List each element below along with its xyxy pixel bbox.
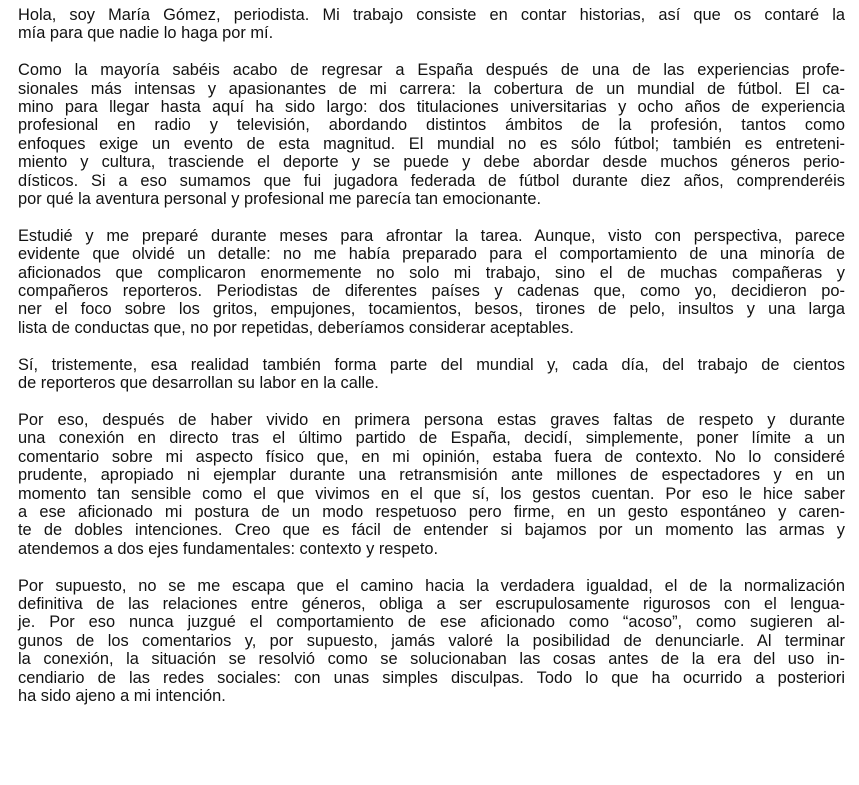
text-line: momento tan sensible como el que vivimos en el que sí, los gestos cuentan. Por eso le hice saber bbox=[18, 484, 845, 503]
text-line: Como la mayoría sabéis acabo de regresar a España después de una de las experiencias profe- bbox=[18, 61, 845, 80]
text-line: prudente, apropiado ni ejemplar durante una retransmisión ante millones de espectadores y en un bbox=[18, 466, 845, 485]
text-line: comentario sobre mi aspecto físico que, en mi opinión, estaba fuera de contexto. No lo consideré bbox=[18, 447, 845, 466]
text-line: gunos de los comentarios y, por supuesto, jamás valoré la posibilidad de denunciarle. Al terminar bbox=[18, 631, 845, 650]
text-line: sionales más intensas y apasionantes de mi carrera: la cobertura de un mundial de fútbol. El ca- bbox=[18, 79, 845, 98]
paragraph-6 bbox=[18, 577, 845, 706]
text-line: Por supuesto, no se me escapa que el camino hacia la verdadera igualdad, el de la normalización bbox=[18, 576, 845, 595]
text-line: Estudié y me preparé durante meses para afrontar la tarea. Aunque, visto con perspectiva, parece bbox=[18, 226, 845, 245]
text-line: de reporteros que desarrollan su labor en la calle. bbox=[18, 374, 379, 393]
paragraph-1 bbox=[18, 6, 845, 43]
text-line: evidente que olvidé un detalle: no me había preparado para el comportamiento de una minoría de bbox=[18, 245, 845, 264]
text-line: Hola, soy María Gómez, periodista. Mi trabajo consiste en contar historias, así que os contaré la bbox=[18, 6, 845, 24]
text-line: ner el foco sobre los gritos, empujones, tocamientos, besos, tirones de pelo, insultos y una larga bbox=[18, 300, 845, 319]
text-line: lista de conductas que, no por repetidas, deberíamos considerar aceptables. bbox=[18, 318, 574, 337]
text-line: profesional en radio y televisión, abordando distintos ámbitos de la profesión, tantos como bbox=[18, 116, 845, 135]
text-line: ha sido ajeno a mi intención. bbox=[18, 686, 226, 705]
paragraph-4 bbox=[18, 356, 845, 393]
text-line: por qué la aventura personal y profesional me parecía tan emocionante. bbox=[18, 190, 542, 209]
paragraph-2 bbox=[18, 61, 845, 208]
paragraph-5 bbox=[18, 411, 845, 558]
text-line: enfoques exige un evento de esta magnitud. El mundial no es sólo fútbol; también es entreteni- bbox=[18, 134, 845, 153]
text-line: te de dobles intenciones. Creo que es fácil de entender si bajamos por un momento las armas y bbox=[18, 521, 845, 540]
text-line: mino para llegar hasta aquí ha sido largo: dos titulaciones universitarias y ocho años de experiencia bbox=[18, 98, 845, 117]
text-line: miento y cultura, trasciende el deporte y se puede y debe abordar desde muchos géneros perio- bbox=[18, 153, 845, 172]
text-line: una conexión en directo tras el último partido de España, decidí, simplemente, poner límite a un bbox=[18, 429, 845, 448]
text-line: la conexión, la situación se resolvió como se solucionaban las cosas antes de la era del uso in- bbox=[18, 650, 845, 669]
text-line: definitiva de las relaciones entre géneros, obliga a ser escrupulosamente rigurosos con el lengua- bbox=[18, 594, 845, 613]
text-line: je. Por eso nunca juzgué el comportamiento de ese aficionado como “acoso”, como sugieren al- bbox=[18, 613, 845, 632]
text-line: Por eso, después de haber vivido en primera persona estas graves faltas de respeto y durante bbox=[18, 410, 845, 429]
text-line: compañeros reporteros. Periodistas de diferentes países y cadenas que, como yo, decidieron po- bbox=[18, 282, 845, 301]
text-line: mía para que nadie lo haga por mí. bbox=[18, 24, 274, 43]
text-line: cendiario de las redes sociales: con unas simples disculpas. Todo lo que ha ocurrido a posteriori bbox=[18, 668, 845, 687]
text-line: a ese aficionado mi postura de un modo respetuoso pero firme, en un gesto espontáneo y caren- bbox=[18, 502, 845, 521]
paragraph-3 bbox=[18, 227, 845, 337]
text-line: atendemos a dos ejes fundamentales: contexto y respeto. bbox=[18, 539, 439, 558]
text-line: Sí, tristemente, esa realidad también forma parte del mundial y, cada día, del trabajo de cientos bbox=[18, 355, 845, 374]
text-line: aficionados que complicaron enormemente no solo mi trabajo, sino el de muchas compañeras y bbox=[18, 263, 845, 282]
text-line: dísticos. Si a eso sumamos que fui jugadora federada de fútbol durante diez años, comprenderéis bbox=[18, 171, 845, 190]
